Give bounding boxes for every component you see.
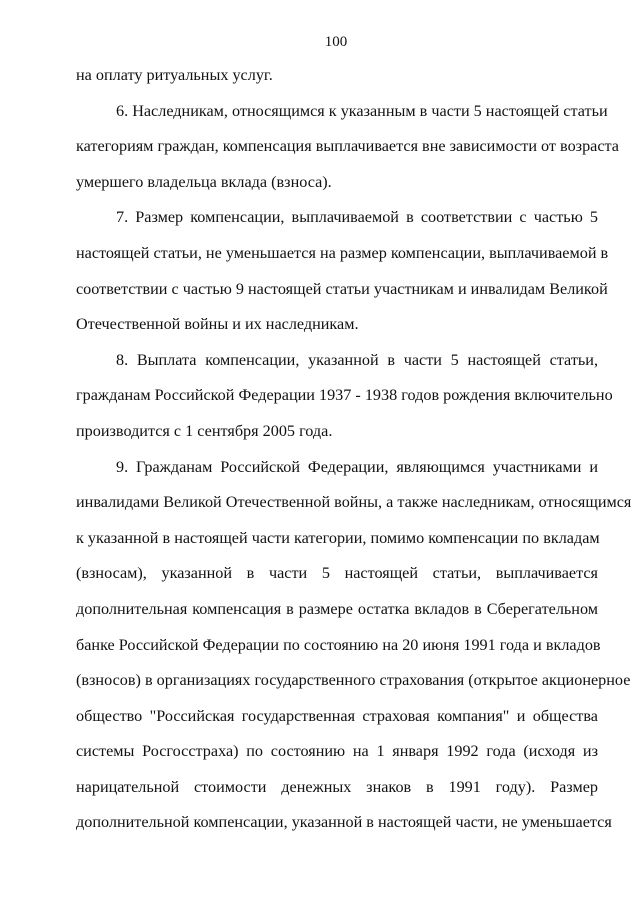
text-line: к указанной в настоящей части категории, помимо компенсации по вкладам: [76, 528, 600, 547]
page-number: 100: [324, 34, 348, 50]
text-line: умершего владельца вклада (взноса).: [76, 172, 332, 191]
text-line: дополнительной компенсации, указанной в настоящей части, не уменьшается: [76, 813, 612, 832]
text-line: гражданам Российской Федерации 1937 - 1938 годов рождения включительно: [76, 386, 613, 405]
text-line: 6. Наследникам, относящимся к указанным в части 5 настоящей статьи: [116, 101, 608, 120]
text-line: общество "Российская государственная страховая компания" и общества: [76, 706, 598, 725]
text-line: банке Российской Федерации по состоянию на 20 июня 1991 года и вкладов: [76, 635, 601, 654]
text-line: системы Росгосстраха) по состоянию на 1 января 1992 года (исходя из: [76, 742, 598, 761]
text-line: 7. Размер компенсации, выплачиваемой в соответствии с частью 5: [116, 208, 598, 227]
text-line: (взносам), указанной в части 5 настоящей статьи, выплачивается: [76, 564, 598, 583]
text-line: производится с 1 сентября 2005 года.: [76, 421, 333, 440]
text-line: 9. Гражданам Российской Федерации, являющимся участниками и: [116, 457, 598, 476]
text-line: Отечественной войны и их наследникам.: [76, 315, 359, 334]
text-line: дополнительная компенсация в размере остатка вкладов в Сберегательном: [76, 599, 598, 618]
text-line: инвалидами Великой Отечественной войны, а также наследникам, относящимся: [76, 493, 632, 512]
text-line: на оплату ритуальных услуг.: [76, 66, 273, 84]
text-line: 8. Выплата компенсации, указанной в части 5 настоящей статьи,: [116, 350, 598, 369]
text-line: (взносов) в организациях государственного страхования (открытое акционерное: [76, 671, 631, 690]
text-line: соответствии с частью 9 настоящей статьи участникам и инвалидам Великой: [76, 279, 608, 298]
text-line: настоящей статьи, не уменьшается на размер компенсации, выплачиваемой в: [76, 243, 609, 262]
body-text: [76, 58, 632, 841]
text-line: нарицательной стоимости денежных знаков в 1991 году). Размер: [76, 777, 598, 796]
text-line: категориям граждан, компенсация выплачивается вне зависимости от возраста: [76, 137, 619, 156]
